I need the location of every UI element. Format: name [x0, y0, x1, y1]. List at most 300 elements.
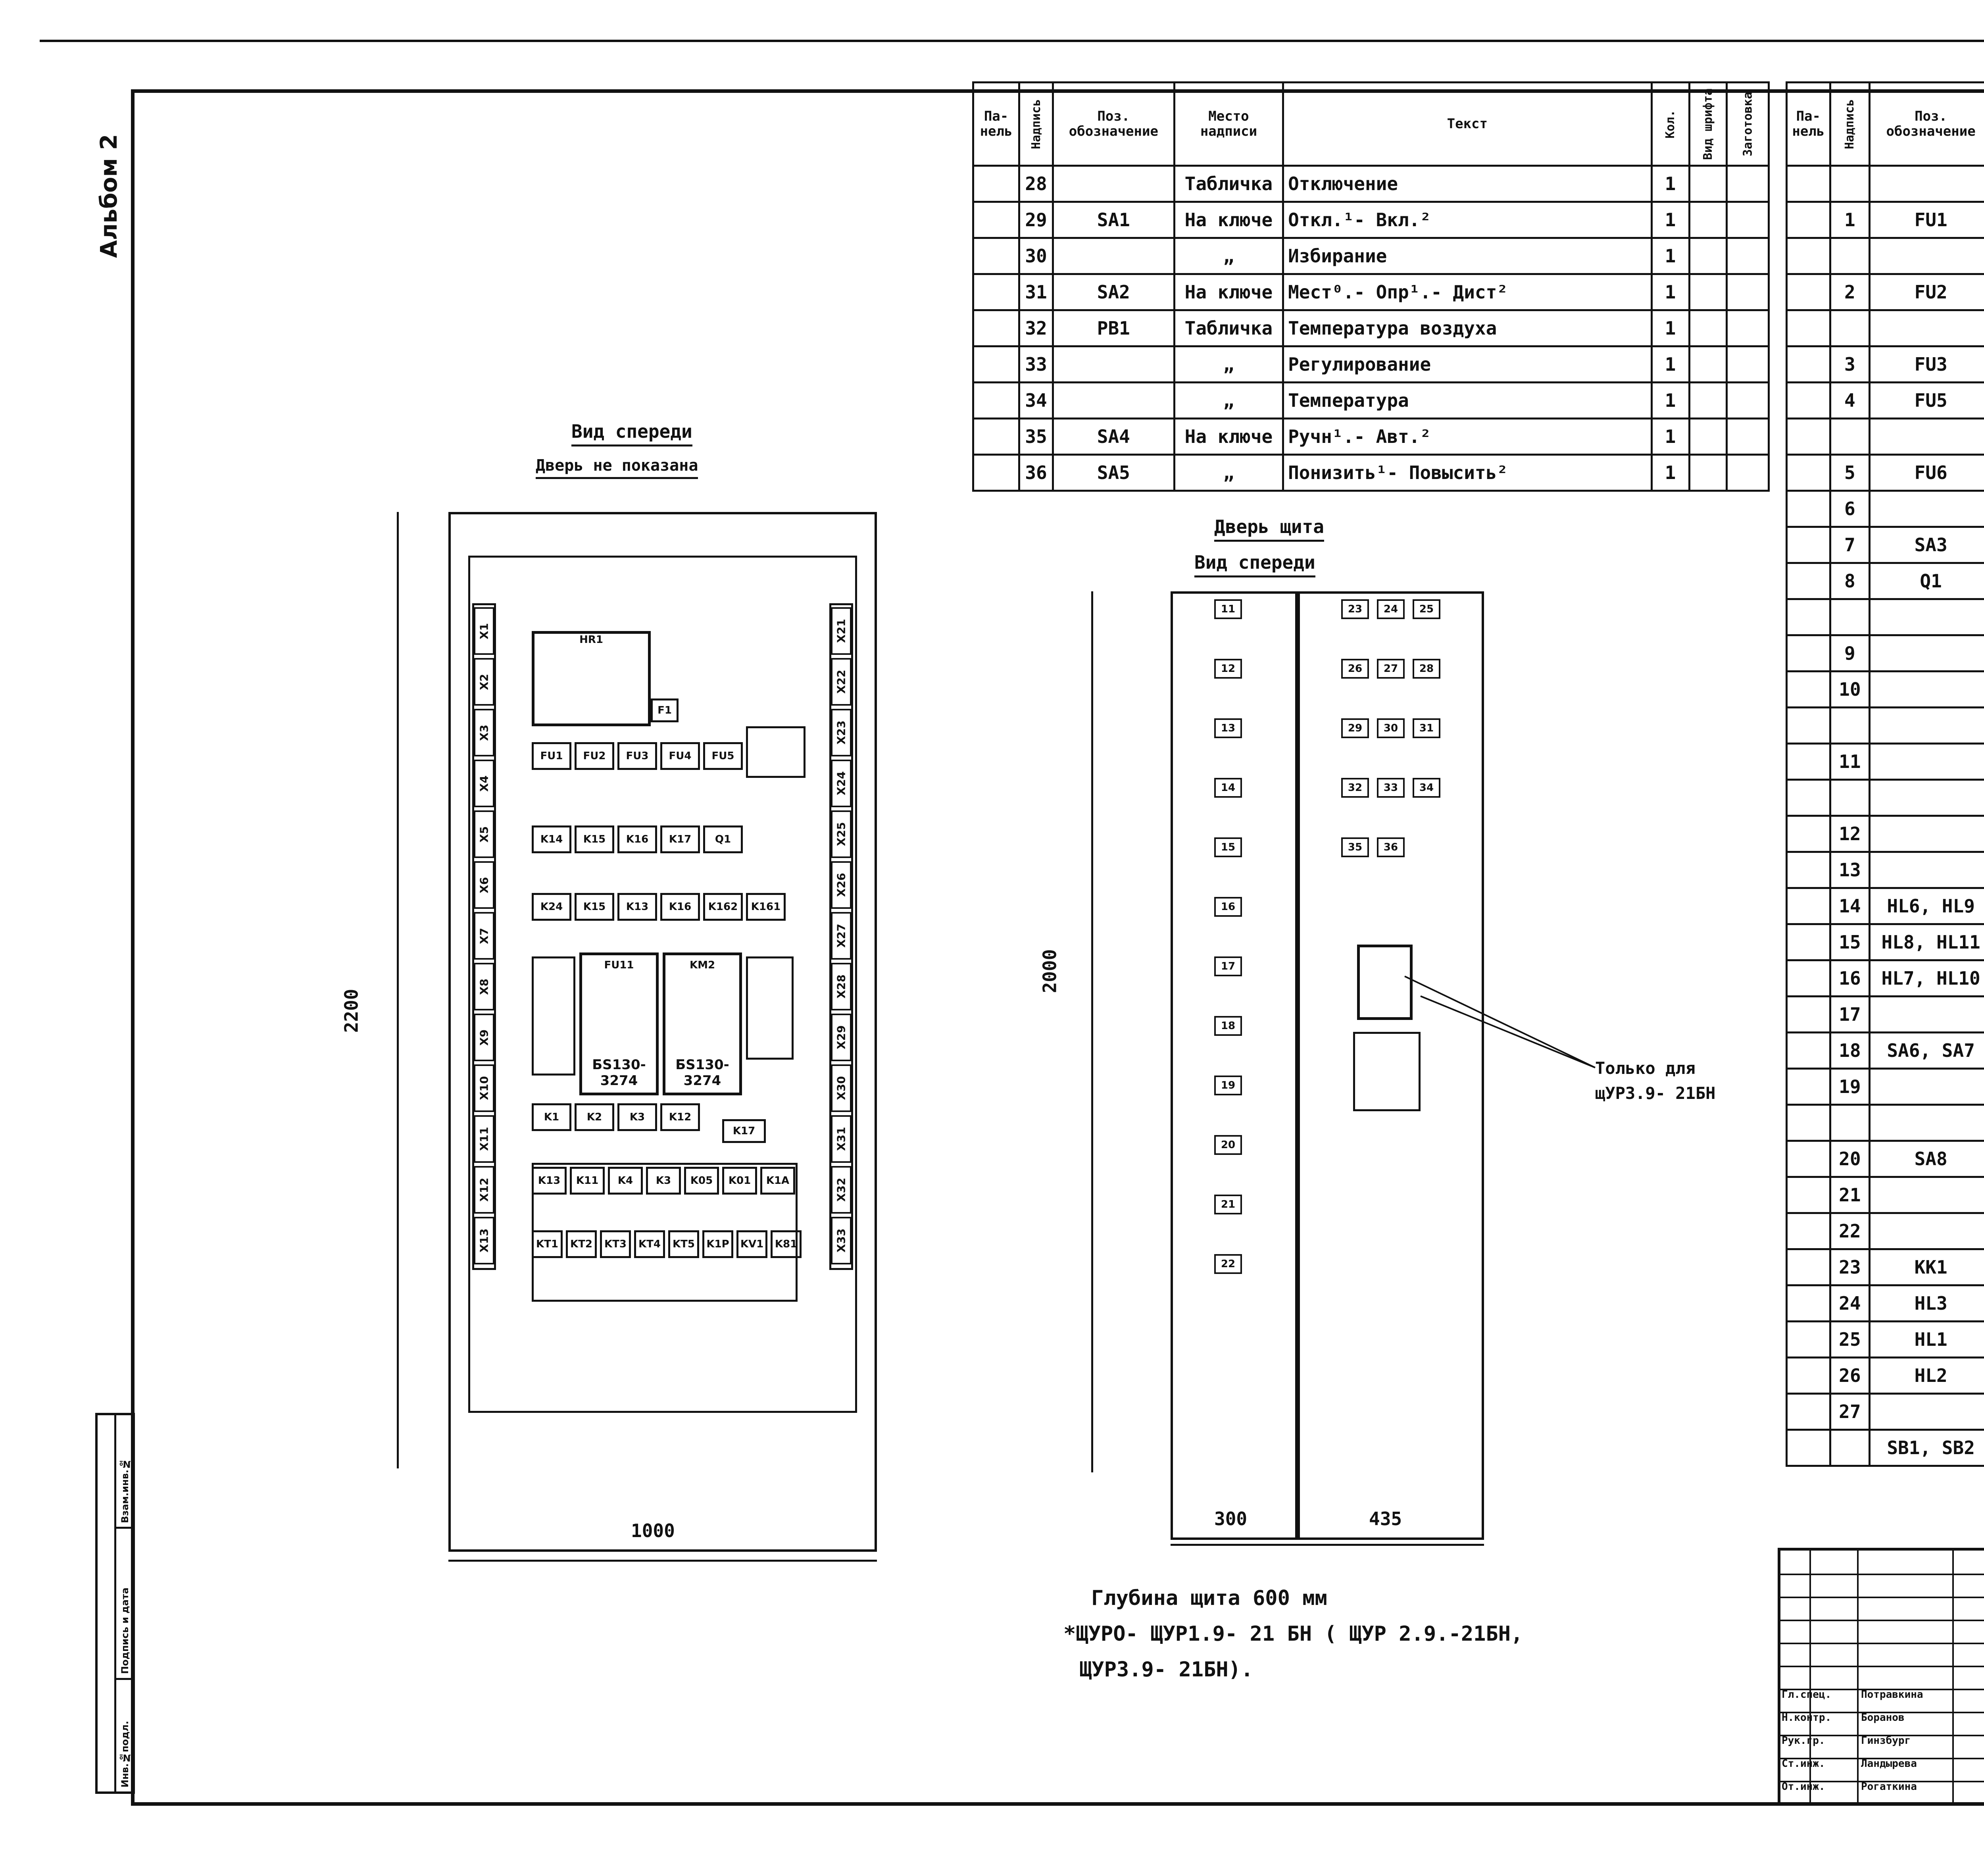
- door-height-dimline: [1091, 591, 1093, 1472]
- device-row6: K81: [771, 1230, 802, 1258]
- device-row1: FU3: [617, 742, 657, 770]
- note-line3: ЩУР3.9- 21БН).: [1079, 1658, 1253, 1682]
- tb-name: Боранов: [1861, 1712, 1905, 1724]
- starter-right-label: БS130-3274: [675, 1057, 729, 1089]
- cell-pos: [1870, 310, 1984, 346]
- cell-pos: [1053, 346, 1174, 383]
- terminal-block: X5: [474, 810, 494, 858]
- cell-panel: [1787, 1322, 1830, 1358]
- cell-text: Понизить¹- Повысить²: [1283, 455, 1651, 491]
- front-view-subtitle: Дверь не показана: [536, 456, 698, 479]
- terminal-block: X32: [831, 1166, 852, 1214]
- col-pos: Поз. обозначение: [1870, 83, 1984, 166]
- table-row: [1787, 166, 1984, 202]
- terminal-block: X3: [474, 709, 494, 756]
- cell-pos: [1870, 1177, 1984, 1213]
- cell-panel: [1787, 635, 1830, 672]
- terminal-block: X24: [831, 760, 852, 807]
- terminal-block: X29: [831, 1014, 852, 1061]
- cell-pos: SA4: [1053, 419, 1174, 455]
- front-height-dim: 2200: [340, 989, 362, 1033]
- table-row: [1787, 491, 1984, 527]
- front-width-dim: 1000: [631, 1520, 675, 1541]
- cell-panel: [1787, 455, 1830, 491]
- table-row: [1787, 1177, 1984, 1213]
- table-row: [1787, 563, 1984, 599]
- cell-n: 4: [1830, 383, 1869, 419]
- album-label: Альбом 2: [95, 134, 122, 258]
- cell-n: 18: [1830, 1033, 1869, 1069]
- cell-pos: [1870, 816, 1984, 852]
- terminal-block: X22: [831, 658, 852, 706]
- cell-n: 26: [1830, 1358, 1869, 1394]
- device-row3: K162: [703, 893, 743, 921]
- cell-panel: [1787, 816, 1830, 852]
- cell-panel: [973, 455, 1019, 491]
- cell-place: „: [1174, 238, 1283, 274]
- cell-text: Ручн¹.- Авт.²: [1283, 419, 1651, 455]
- door-device-label: 16: [1214, 897, 1242, 917]
- cell-panel: [1787, 346, 1830, 383]
- inscriptions-table-1: [972, 81, 1770, 492]
- cell-n: 28: [1019, 166, 1053, 202]
- device-row6: K1P: [702, 1230, 733, 1258]
- cell-n: 33: [1019, 346, 1053, 383]
- device-row4: K3: [617, 1103, 657, 1131]
- cell-n: 16: [1830, 960, 1869, 997]
- callout-leader-lines: [1349, 952, 1627, 1111]
- cell-pos: [1870, 635, 1984, 672]
- cell-qty: 1: [1651, 346, 1689, 383]
- cell-text: Отключение: [1283, 166, 1651, 202]
- device-row6: KT2: [566, 1230, 597, 1258]
- tb-role: Ст.инж.: [1782, 1758, 1825, 1770]
- cell-n: 7: [1830, 527, 1869, 563]
- cell-qty: 1: [1651, 238, 1689, 274]
- device-row5: K4: [608, 1167, 643, 1195]
- cell-qty: 1: [1651, 310, 1689, 346]
- door-device-label: 33: [1377, 778, 1405, 798]
- tb-role: Гл.спец.: [1782, 1689, 1832, 1701]
- col-inscription: Надпись: [1830, 83, 1869, 166]
- device-row3: K16: [660, 893, 700, 921]
- door-device-label: 12: [1214, 659, 1242, 679]
- cell-blank: [1727, 202, 1769, 238]
- device-row6: KT3: [600, 1230, 631, 1258]
- tb-grid-col: [1857, 1548, 1859, 1806]
- cell-n: 3: [1830, 346, 1869, 383]
- table-row: [1787, 1358, 1984, 1394]
- cell-pos: SA8: [1870, 1141, 1984, 1177]
- front-view-title: Вид спереди: [571, 421, 692, 446]
- table-row: [1787, 744, 1984, 780]
- cell-panel: [973, 419, 1019, 455]
- tb-role: Рук.гр.: [1782, 1735, 1825, 1747]
- table-row: [973, 383, 1769, 419]
- tb-name: Рогаткина: [1861, 1781, 1917, 1793]
- cell-pos: SA3: [1870, 527, 1984, 563]
- inscriptions-table-2: [1786, 81, 1984, 1467]
- door-device-label: 13: [1214, 718, 1242, 738]
- terminal-block: X33: [831, 1217, 852, 1264]
- cell-panel: [1787, 238, 1830, 274]
- col-panel: Па-нель: [973, 83, 1019, 166]
- device-row4: K2: [575, 1103, 614, 1131]
- lower-frame: [532, 1163, 798, 1302]
- cell-pos: [1870, 672, 1984, 708]
- door-device-label: 30: [1377, 718, 1405, 738]
- door-device-label: 21: [1214, 1195, 1242, 1214]
- cell-n: 15: [1830, 924, 1869, 960]
- cell-font: [1689, 310, 1727, 346]
- cell-n: [1830, 708, 1869, 744]
- cell-blank: [1727, 383, 1769, 419]
- table-row: [1787, 1249, 1984, 1285]
- cell-text: Температура: [1283, 383, 1651, 419]
- cell-n: 29: [1019, 202, 1053, 238]
- cell-pos: [1870, 997, 1984, 1033]
- table-row: [1787, 310, 1984, 346]
- terminal-block: X23: [831, 709, 852, 756]
- door-device-label: 36: [1377, 837, 1405, 857]
- stamp-inv: Взам.инв.№: [119, 1458, 131, 1523]
- device-row2: K15: [575, 825, 614, 853]
- table-row: [1787, 1141, 1984, 1177]
- device-row6: KT5: [668, 1230, 699, 1258]
- device-row3: K161: [746, 893, 786, 921]
- door-callout: Только для щУР3.9- 21БН: [1595, 1058, 1716, 1103]
- cell-blank: [1727, 419, 1769, 455]
- starter-right: [663, 952, 742, 1095]
- table-row: [973, 274, 1769, 310]
- cell-n: 9: [1830, 635, 1869, 672]
- col-place: Место надписи: [1174, 83, 1283, 166]
- cell-pos: HL2: [1870, 1358, 1984, 1394]
- cell-place: „: [1174, 455, 1283, 491]
- table-row: [1787, 1213, 1984, 1249]
- device-row5: K11: [570, 1167, 605, 1195]
- table-row: [1787, 1033, 1984, 1069]
- terminal-block: X8: [474, 963, 494, 1010]
- terminal-block: X30: [831, 1064, 852, 1112]
- door-dim-left: 300: [1214, 1508, 1248, 1530]
- cell-panel: [1787, 599, 1830, 635]
- cell-qty: 1: [1651, 383, 1689, 419]
- table-row: [973, 310, 1769, 346]
- front-height-dimline: [397, 512, 399, 1468]
- cell-pos: HL1: [1870, 1322, 1984, 1358]
- door-device-label: 25: [1413, 599, 1440, 619]
- door-view-subtitle: Вид спереди: [1194, 552, 1315, 577]
- door-device-label: 34: [1413, 778, 1440, 798]
- table-row: [973, 202, 1769, 238]
- device-row5: K3: [646, 1167, 681, 1195]
- cell-n: [1830, 780, 1869, 816]
- f1-device: F1: [651, 698, 679, 722]
- cell-panel: [1787, 491, 1830, 527]
- cell-place: На ключе: [1174, 274, 1283, 310]
- cell-panel: [1787, 924, 1830, 960]
- table-row: [973, 419, 1769, 455]
- cell-pos: [1870, 238, 1984, 274]
- cell-panel: [1787, 888, 1830, 924]
- cell-pos: KK1: [1870, 1249, 1984, 1285]
- cell-pos: [1870, 744, 1984, 780]
- starter-right-top: KM2: [689, 959, 715, 971]
- table-row: [1787, 599, 1984, 635]
- right-side-block: [746, 956, 794, 1060]
- cell-font: [1689, 455, 1727, 491]
- table-row: [1787, 1069, 1984, 1105]
- cell-n: 30: [1019, 238, 1053, 274]
- device-row3: K15: [575, 893, 614, 921]
- cell-pos: SA1: [1053, 202, 1174, 238]
- cell-pos: SB1, SB2: [1870, 1430, 1984, 1466]
- front-width-dimline: [448, 1560, 877, 1562]
- cell-font: [1689, 419, 1727, 455]
- table-row: [1787, 419, 1984, 455]
- table-row: [1787, 346, 1984, 383]
- cell-pos: HL8, HL11: [1870, 924, 1984, 960]
- terminal-block: X6: [474, 861, 494, 909]
- cell-n: 13: [1830, 852, 1869, 888]
- cell-pos: [1870, 708, 1984, 744]
- cell-pos: Q1: [1870, 563, 1984, 599]
- cell-font: [1689, 274, 1727, 310]
- door-device-label: 14: [1214, 778, 1242, 798]
- note-depth: Глубина щита 600 мм: [1091, 1586, 1327, 1610]
- cell-panel: [1787, 166, 1830, 202]
- cell-n: 11: [1830, 744, 1869, 780]
- cell-n: 19: [1830, 1069, 1869, 1105]
- cell-n: 10: [1830, 672, 1869, 708]
- table-row: [1787, 202, 1984, 238]
- device-row1: FU2: [575, 742, 614, 770]
- cell-pos: [1870, 1213, 1984, 1249]
- cell-pos: SA6, SA7: [1870, 1033, 1984, 1069]
- door-device-label: 11: [1214, 599, 1242, 619]
- cell-pos: [1053, 383, 1174, 419]
- tb-role: От.инж.: [1782, 1781, 1825, 1793]
- cell-font: [1689, 238, 1727, 274]
- cell-panel: [1787, 274, 1830, 310]
- cell-pos: FU1: [1870, 202, 1984, 238]
- cell-pos: [1870, 852, 1984, 888]
- cell-text: Избирание: [1283, 238, 1651, 274]
- cell-blank: [1727, 346, 1769, 383]
- terminal-block: X13: [474, 1217, 494, 1264]
- terminal-block: X27: [831, 912, 852, 960]
- tb-name: Гинзбург: [1861, 1735, 1911, 1747]
- cell-n: 8: [1830, 563, 1869, 599]
- col-font: Вид шрифта: [1689, 83, 1727, 166]
- table-row: [1787, 888, 1984, 924]
- cell-place: На ключе: [1174, 202, 1283, 238]
- cell-pos: [1870, 599, 1984, 635]
- table-row: [1787, 780, 1984, 816]
- terminal-block: X26: [831, 861, 852, 909]
- device-row2: K14: [532, 825, 571, 853]
- cell-n: 35: [1019, 419, 1053, 455]
- cell-qty: 1: [1651, 419, 1689, 455]
- cell-pos: PB1: [1053, 310, 1174, 346]
- cell-panel: [1787, 310, 1830, 346]
- terminal-block: X12: [474, 1166, 494, 1214]
- cell-panel: [1787, 1249, 1830, 1285]
- cell-n: [1830, 1105, 1869, 1141]
- cell-n: 24: [1830, 1285, 1869, 1322]
- cell-panel: [1787, 1141, 1830, 1177]
- table-row: [1787, 672, 1984, 708]
- cell-n: 23: [1830, 1249, 1869, 1285]
- indicator-cluster: [746, 726, 806, 778]
- table-row: [973, 238, 1769, 274]
- cell-n: 6: [1830, 491, 1869, 527]
- cell-panel: [973, 166, 1019, 202]
- cell-n: 5: [1830, 455, 1869, 491]
- cell-panel: [973, 310, 1019, 346]
- cell-blank: [1727, 455, 1769, 491]
- table-row: [973, 455, 1769, 491]
- cell-n: [1830, 419, 1869, 455]
- table-row: [1787, 635, 1984, 672]
- door-device-label: 19: [1214, 1076, 1242, 1095]
- table-row: [1787, 274, 1984, 310]
- cell-panel: [1787, 527, 1830, 563]
- cell-n: 22: [1830, 1213, 1869, 1249]
- cell-pos: HL7, HL10: [1870, 960, 1984, 997]
- cell-pos: [1870, 780, 1984, 816]
- device-row6: KT4: [634, 1230, 665, 1258]
- table-row: [1787, 924, 1984, 960]
- door-device-label: 31: [1413, 718, 1440, 738]
- device-row6: KV1: [736, 1230, 767, 1258]
- cell-pos: [1053, 166, 1174, 202]
- cell-panel: [1787, 563, 1830, 599]
- device-row4: K12: [660, 1103, 700, 1131]
- cell-n: 2: [1830, 274, 1869, 310]
- door-device-label: 22: [1214, 1254, 1242, 1274]
- cell-n: 27: [1830, 1394, 1869, 1430]
- device-row1: FU5: [703, 742, 743, 770]
- stamp-inv-podl: Инв.№подл.: [119, 1720, 131, 1788]
- cell-pos: [1870, 1394, 1984, 1430]
- cell-panel: [1787, 997, 1830, 1033]
- cell-panel: [1787, 1105, 1830, 1141]
- door-device-label: 15: [1214, 837, 1242, 857]
- cell-panel: [1787, 1033, 1830, 1069]
- door-device-label: 35: [1341, 837, 1369, 857]
- terminal-block: X4: [474, 760, 494, 807]
- terminal-block: X1: [474, 607, 494, 655]
- cell-panel: [1787, 383, 1830, 419]
- cell-n: 14: [1830, 888, 1869, 924]
- table-row: [1787, 816, 1984, 852]
- k17-device: K17: [722, 1119, 766, 1143]
- cell-n: 36: [1019, 455, 1053, 491]
- cell-panel: [973, 202, 1019, 238]
- col-inscription: Надпись: [1019, 83, 1053, 166]
- table-row: [1787, 527, 1984, 563]
- device-row2: Q1: [703, 825, 743, 853]
- cell-pos: SA5: [1053, 455, 1174, 491]
- device-row5: K13: [532, 1167, 567, 1195]
- cell-pos: [1870, 166, 1984, 202]
- device-row6: KT1: [532, 1230, 563, 1258]
- cell-blank: [1727, 310, 1769, 346]
- table-row: [1787, 997, 1984, 1033]
- terminal-block: X9: [474, 1014, 494, 1061]
- hr1-device: HR1: [532, 631, 651, 726]
- cell-panel: [973, 274, 1019, 310]
- table-row: [1787, 1105, 1984, 1141]
- cell-pos: [1870, 491, 1984, 527]
- cell-panel: [1787, 960, 1830, 997]
- door-height-dim: 2000: [1039, 949, 1061, 993]
- col-text: Текст: [1283, 83, 1651, 166]
- cell-blank: [1727, 274, 1769, 310]
- col-panel: Па-нель: [1787, 83, 1830, 166]
- cell-n: 1: [1830, 202, 1869, 238]
- cell-panel: [1787, 672, 1830, 708]
- cell-blank: [1727, 166, 1769, 202]
- door-device-label: 29: [1341, 718, 1369, 738]
- cell-panel: [1787, 1213, 1830, 1249]
- cell-place: „: [1174, 346, 1283, 383]
- note-line2: *ЩУРО- ЩУР1.9- 21 БН ( ЩУР 2.9.-21БН,: [1063, 1622, 1523, 1646]
- table-row: [973, 346, 1769, 383]
- cell-panel: [1787, 1430, 1830, 1466]
- tb-grid-col: [1952, 1548, 1954, 1806]
- cell-n: 20: [1830, 1141, 1869, 1177]
- table-row: [1787, 708, 1984, 744]
- starter-left: [579, 952, 659, 1095]
- door-device-label: 27: [1377, 659, 1405, 679]
- door-device-label: 26: [1341, 659, 1369, 679]
- table-row: [1787, 383, 1984, 419]
- door-device-label: 17: [1214, 956, 1242, 976]
- cell-pos: SA2: [1053, 274, 1174, 310]
- device-row2: K17: [660, 825, 700, 853]
- cell-panel: [1787, 202, 1830, 238]
- cell-panel: [1787, 708, 1830, 744]
- device-row5: K05: [684, 1167, 719, 1195]
- device-row1: FU1: [532, 742, 571, 770]
- cell-text: Температура воздуха: [1283, 310, 1651, 346]
- terminal-block: X11: [474, 1115, 494, 1163]
- cell-n: [1830, 1430, 1869, 1466]
- cell-pos: [1870, 419, 1984, 455]
- table-row: [1787, 852, 1984, 888]
- stamp-sign: Подпись и дата: [119, 1587, 131, 1674]
- terminal-block: X21: [831, 607, 852, 655]
- cell-panel: [973, 238, 1019, 274]
- cell-pos: [1870, 1069, 1984, 1105]
- cell-n: [1830, 238, 1869, 274]
- starter-left-label: БS130-3274: [592, 1057, 646, 1089]
- cell-font: [1689, 383, 1727, 419]
- cell-pos: [1053, 238, 1174, 274]
- cell-text: Откл.¹- Вкл.²: [1283, 202, 1651, 238]
- door-view-title: Дверь щита: [1214, 516, 1324, 542]
- cell-qty: 1: [1651, 455, 1689, 491]
- cell-n: 34: [1019, 383, 1053, 419]
- cell-n: [1830, 166, 1869, 202]
- door-device-label: 28: [1413, 659, 1440, 679]
- col-qty: Кол.: [1651, 83, 1689, 166]
- terminal-block: X25: [831, 810, 852, 858]
- door-device-label: 18: [1214, 1016, 1242, 1036]
